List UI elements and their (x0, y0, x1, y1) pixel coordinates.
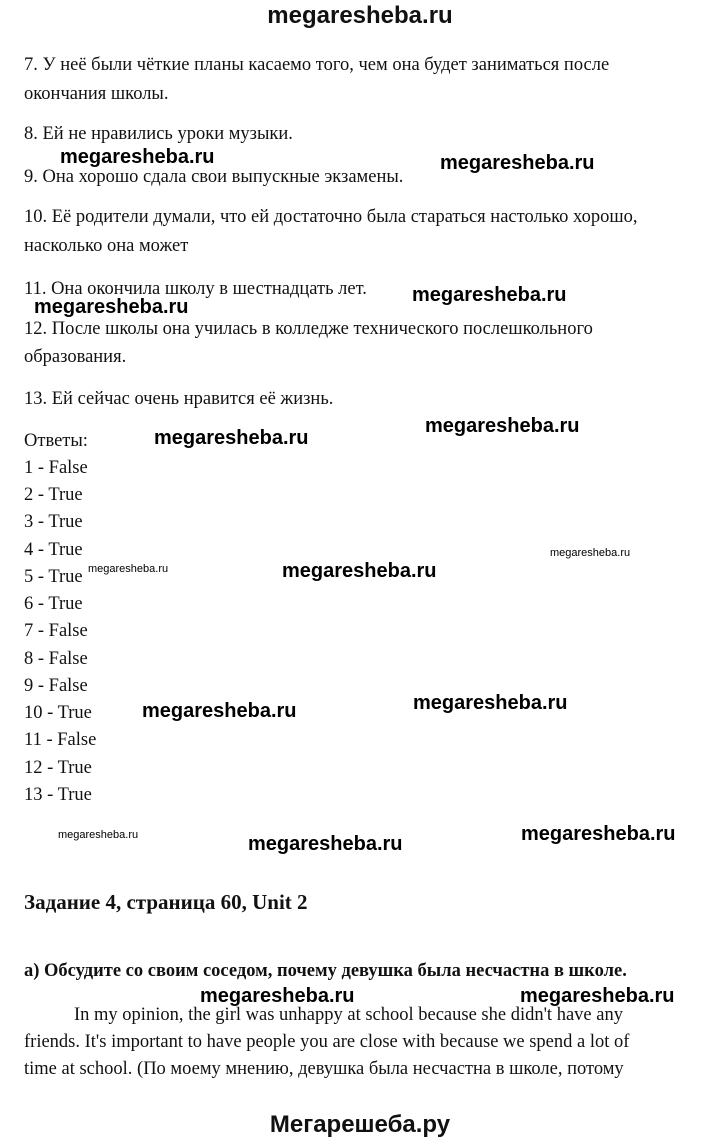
answer-2: 2 - True (24, 485, 83, 505)
statement-10-line-1: 10. Её родители думали, что ей достаточно была стараться настолько хорошо, (24, 207, 638, 227)
watermark: megaresheba.ru (412, 284, 567, 306)
watermark-small: megaresheba.ru (88, 563, 169, 575)
watermark: megaresheba.ru (200, 985, 355, 1007)
answer-5: 5 - True (24, 567, 83, 587)
answer-11: 11 - False (24, 730, 97, 750)
watermark: megaresheba.ru (34, 296, 189, 318)
answer-1: 1 - False (24, 458, 88, 478)
answer-6: 6 - True (24, 594, 83, 614)
site-header: megaresheba.ru (267, 2, 453, 29)
watermark-small: megaresheba.ru (58, 829, 139, 841)
task-paragraph-line-1: In my opinion, the girl was unhappy at school because she didn't have any (74, 1005, 623, 1025)
statement-11: 11. Она окончила школу в шестнадцать лет. (24, 279, 367, 299)
statement-12-line-2: образования. (24, 347, 127, 367)
answer-4: 4 - True (24, 540, 83, 560)
watermark: megaresheba.ru (154, 427, 309, 449)
watermark: megaresheba.ru (520, 985, 675, 1007)
statement-8: 8. Ей не нравились уроки музыки. (24, 124, 293, 144)
answer-8: 8 - False (24, 649, 88, 669)
watermark: megaresheba.ru (248, 833, 403, 855)
watermark: megaresheba.ru (142, 700, 297, 722)
watermark: megaresheba.ru (282, 560, 437, 582)
statement-9: 9. Она хорошо сдала свои выпускные экзамены. (24, 167, 404, 187)
statement-10-line-2: насколько она может (24, 236, 189, 256)
answer-13: 13 - True (24, 785, 92, 805)
statement-13: 13. Ей сейчас очень нравится её жизнь. (24, 389, 334, 409)
site-footer: Мегарешеба.ру (269, 1111, 451, 1138)
watermark: megaresheba.ru (425, 415, 580, 437)
watermark: megaresheba.ru (521, 823, 676, 845)
task-subtitle: а) Обсудите со своим соседом, почему девушка была несчастна в школе. (24, 961, 627, 981)
task-paragraph-line-3: time at school. (По моему мнению, девушка была несчастна в школе, потому (24, 1059, 624, 1079)
task-title: Задание 4, страница 60, Unit 2 (24, 890, 308, 914)
answer-3: 3 - True (24, 512, 83, 532)
answer-9: 9 - False (24, 676, 88, 696)
statement-7-line-1: 7. У неё были чёткие планы касаемо того, чем она будет заниматься после (24, 55, 610, 75)
answer-10: 10 - True (24, 703, 92, 723)
watermark: megaresheba.ru (440, 152, 595, 174)
answer-7: 7 - False (24, 621, 88, 641)
answer-12: 12 - True (24, 758, 92, 778)
watermark-small: megaresheba.ru (550, 547, 631, 559)
statement-12-line-1: 12. После школы она училась в колледже технического послешкольного (24, 319, 593, 339)
statement-7-line-2: окончания школы. (24, 84, 169, 104)
watermark: megaresheba.ru (413, 692, 568, 714)
task-paragraph-line-2: friends. It's important to have people you are close with because we spend a lot of (24, 1032, 630, 1052)
answers-label: Ответы: (24, 431, 88, 451)
watermark: megaresheba.ru (60, 146, 215, 168)
